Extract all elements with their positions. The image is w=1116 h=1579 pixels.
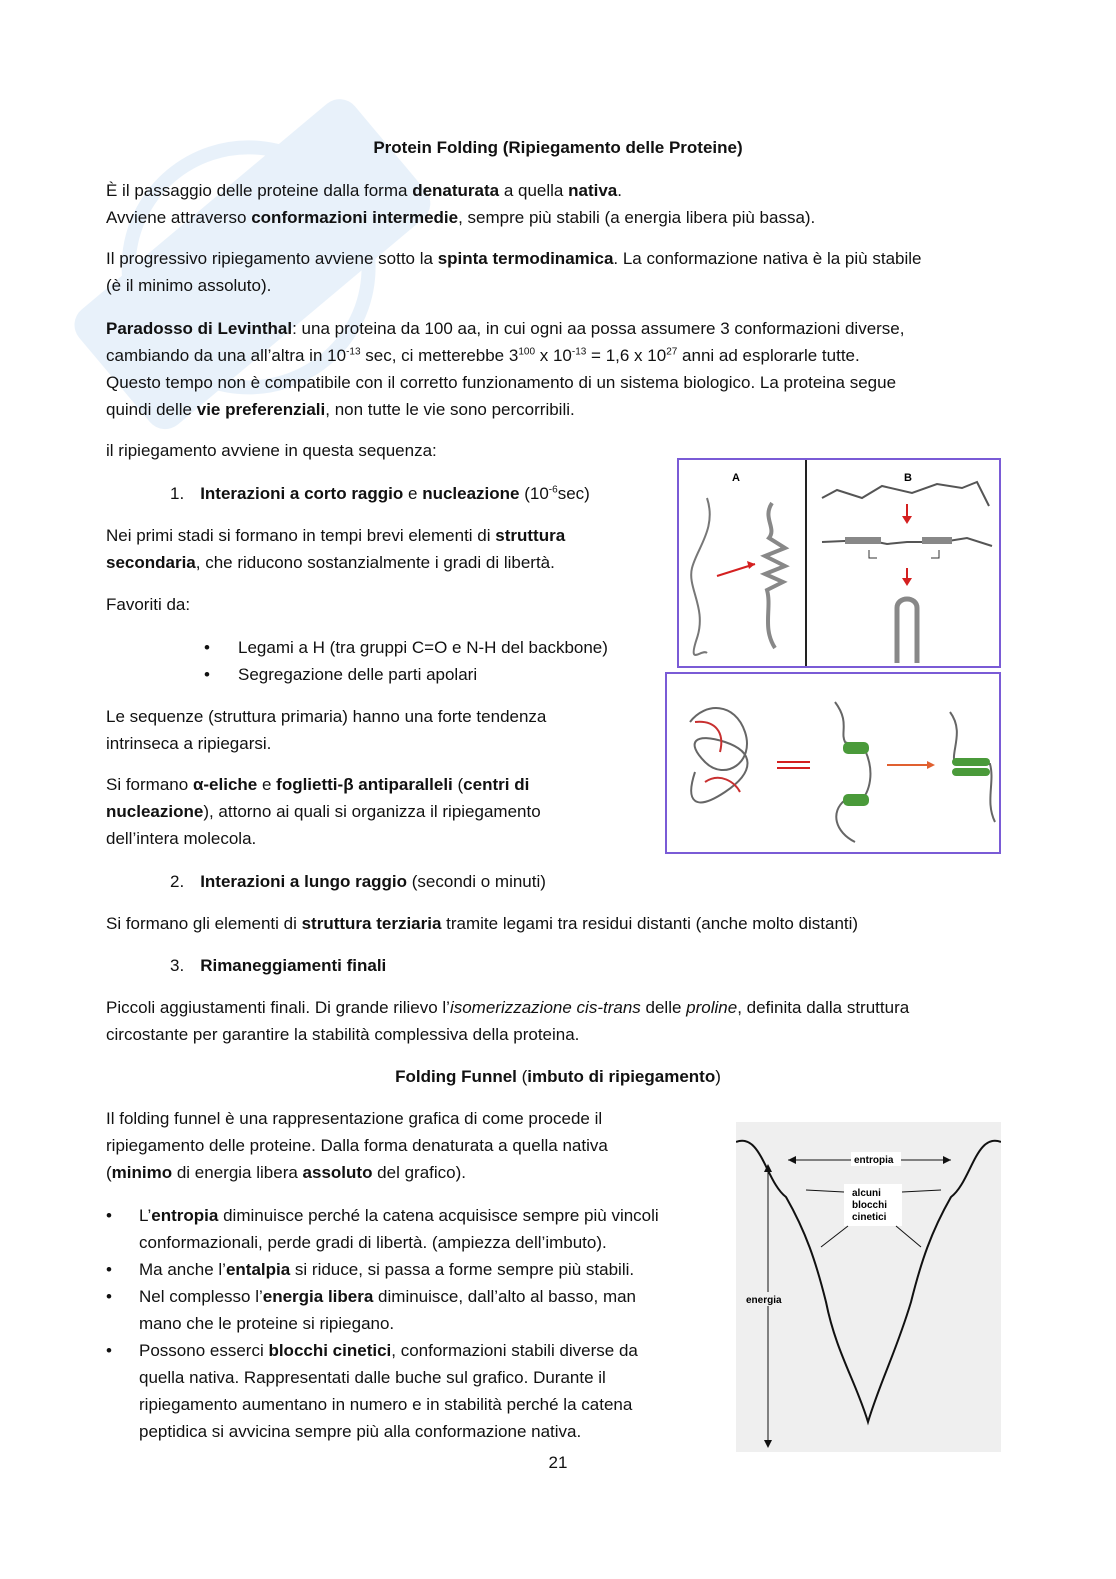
paragraph-nucleation: Si formano α-eliche e foglietti-β antiparalleli (centri di nucleazione), attorno ai quali si organizza il ripiegamento dell’intera molecola. bbox=[106, 775, 541, 848]
paragraph-final: Piccoli aggiustamenti finali. Di grande rilievo l’isomerizzazione cis-trans delle proline, definita dalla struttura circostante per garantire la stabilità complessiva della proteina. bbox=[106, 998, 910, 1044]
paragraph-favoriti: Favoriti da: bbox=[106, 595, 191, 614]
paragraph-definition: È il passaggio delle proteine dalla forma denaturata a quella nativa. Avviene attraverso conformazioni intermedie, sempre più stabili (a energia libera più bassa). bbox=[106, 181, 816, 227]
step-2-heading: 2. Interazioni a lungo raggio (secondi o minuti) bbox=[170, 872, 546, 891]
paragraph-thermodynamics: Il progressivo ripiegamento avviene sotto la spinta termodinamica. La conformazione nativa è la più stabile (è il minimo assoluto). bbox=[106, 249, 922, 295]
list-item: • L’entropia diminuisce perché la catena acquisisce sempre più vincoli conformazionali, perde gradi di libertà. (ampiezza dell’imbuto). bbox=[106, 1206, 659, 1252]
paragraph-secondary: Nei primi stadi si formano in tempi brevi elementi di struttura secondaria, che riducono sostanzialmente i gradi di libertà. bbox=[106, 526, 566, 572]
funnel-label-entropia: entropia bbox=[854, 1155, 894, 1166]
subheading-funnel: Folding Funnel (imbuto di ripiegamento) bbox=[395, 1067, 721, 1086]
step-1-heading: 1. Interazioni a corto raggio e nucleazione $(10^{-6}\sec)$ bbox=[170, 484, 590, 503]
list-item: • Legami a H (tra gruppi C=O e N-H del backbone) bbox=[204, 638, 608, 657]
funnel-label-blocchi-3: cinetici bbox=[852, 1212, 887, 1223]
panel-b-label: B bbox=[904, 472, 912, 484]
list-item: • Segregazione delle parti apolari bbox=[204, 665, 478, 684]
funnel-label-blocchi-2: blocchi bbox=[852, 1200, 888, 1211]
bullet-list-2 bbox=[106, 1202, 659, 1445]
bullet-list-1 bbox=[204, 634, 608, 688]
page-number: 21 bbox=[548, 1453, 568, 1472]
paragraph-primary: Le sequenze (struttura primaria) hanno una forte tendenza intrinseca a ripiegarsi. bbox=[106, 707, 547, 753]
list-item: • Possono esserci blocchi cinetici, conformazioni stabili diverse da quella nativa. Rappresentati dalle buche sul grafico. Durante il ripiegamento aumentano in numero e in stabilità perché la catena peptidica si avvicina sempre più alla conformazione nativa. bbox=[106, 1341, 638, 1441]
paragraph-funnel: Il folding funnel è una rappresentazione grafica di come procede il ripiegamento delle proteine. Dalla forma denaturata a quella nativa (minimo di energia libera assoluto del grafico). bbox=[106, 1109, 608, 1182]
paragraph-sequence-intro: il ripiegamento avviene in questa sequenza: bbox=[106, 441, 437, 460]
list-item: • Nel complesso l’energia libera diminuisce, dall’alto al basso, man mano che le proteine si ripiegano. bbox=[106, 1287, 637, 1333]
figure-nucleation bbox=[665, 672, 1001, 854]
step-3-heading: 3. Rimaneggiamenti finali bbox=[170, 956, 387, 975]
paragraph-tertiary: Si formano gli elementi di struttura terziaria tramite legami tra residui distanti (anche molto distanti) bbox=[106, 914, 859, 933]
page-title: Protein Folding (Ripiegamento delle Proteine) bbox=[373, 138, 743, 157]
paragraph-levinthal: Paradosso di Levinthal: una proteina da 100 aa, in cui ogni aa possa assumere 3 conformazioni diverse, cambiando da una all’altra in $10^{-13}$ sec, ci metterebbe $3^{100}$ x $10^{-13} = 1,6$ x $10^{27}$ anni ad esplorarle tutte. Questo tempo non è compatibile con il corretto funzionamento di un sistema biologico. La proteina segue quindi delle vie preferenziali, non tutte le vie sono percorribili. bbox=[106, 319, 905, 419]
funnel-label-blocchi-1: alcuni bbox=[852, 1188, 881, 1199]
list-item: • Ma anche l’entalpia si riduce, si passa a forme sempre più stabili. bbox=[106, 1260, 635, 1279]
funnel-label-energia: energia bbox=[746, 1295, 782, 1306]
panel-a-label: A bbox=[732, 472, 740, 484]
figure-secondary-structure bbox=[677, 458, 1001, 668]
figure-folding-funnel bbox=[736, 1122, 1001, 1452]
